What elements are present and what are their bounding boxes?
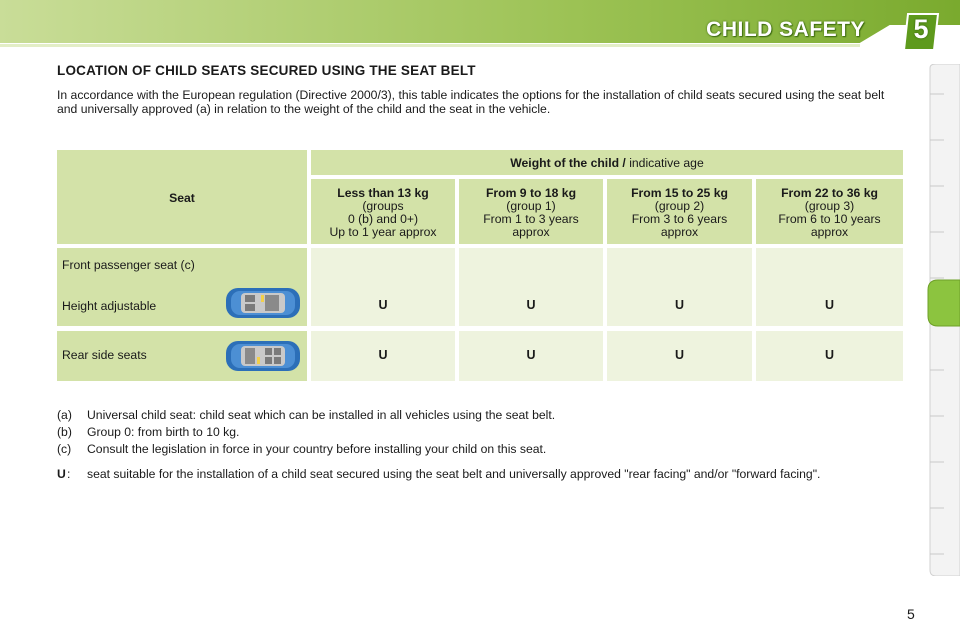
table-cell (756, 248, 903, 326)
column-approx: Up to 1 year approx (329, 225, 437, 239)
column-age: From 1 to 3 years (483, 212, 579, 226)
table-cell (459, 331, 603, 381)
column-title: Less than 13 kg (337, 186, 429, 200)
table-cell (311, 248, 455, 326)
weight-header-bold: Weight of the child / (510, 156, 626, 170)
row-label-line1: Front passenger seat (c) (62, 258, 195, 272)
footnote (57, 442, 917, 458)
column-header (311, 179, 455, 244)
weight-header-rest: indicative age (625, 156, 704, 170)
footnote-key: (a) (57, 408, 72, 422)
car-rear-seat-icon (223, 337, 303, 375)
weight-header-cell (311, 150, 903, 175)
column-group: (groups (362, 199, 404, 213)
suitability-mark: U (378, 348, 388, 362)
suitability-mark: U (526, 348, 536, 362)
suitability-mark: U (824, 348, 835, 362)
legend-key: U (57, 467, 66, 481)
section-title: LOCATION OF CHILD SEATS SECURED USING THE SEAT BELT (57, 63, 476, 78)
footnote-text: Group 0: from birth to 10 kg. (87, 425, 240, 439)
table-cell (607, 331, 752, 381)
column-group: (group 2) (654, 199, 705, 213)
table-cell (311, 331, 455, 381)
table-cell (756, 331, 903, 381)
active-chapter-tab-icon (928, 280, 960, 326)
column-title: From 9 to 18 kg (485, 186, 577, 200)
seat-header-cell (57, 150, 307, 244)
suitability-mark: U (674, 348, 685, 362)
footnote-text: Consult the legislation in force in your country before installing your child on this seat. (87, 442, 547, 456)
footnote-key: (b) (57, 425, 72, 439)
column-age: From 6 to 10 years (778, 212, 881, 226)
column-approx: approx (810, 225, 849, 239)
row-label-line1: Rear side seats (62, 348, 147, 362)
row-label-rear (57, 331, 307, 381)
chapter-title: CHILD SAFETY (706, 18, 865, 41)
footnote-text: Universal child seat: child seat which can be installed in all vehicles using the seat belt. (87, 408, 556, 422)
footnote-key: (c) (57, 442, 72, 456)
legend-colon: : (67, 467, 71, 481)
table-cell (459, 248, 603, 326)
row-label-line2: Height adjustable (62, 299, 157, 313)
column-header (756, 179, 903, 244)
seat-header-label: Seat (169, 191, 195, 205)
row-label-front (57, 248, 307, 326)
column-age: 0 (b) and 0+) (347, 212, 419, 226)
column-approx: approx (660, 225, 699, 239)
footnote (57, 408, 917, 424)
column-group: (group 1) (506, 199, 556, 213)
column-header (459, 179, 603, 244)
suitability-mark: U (674, 298, 685, 312)
suitability-mark: U (526, 298, 536, 312)
column-age: From 3 to 6 years (631, 212, 728, 226)
page-number: 5 (907, 606, 915, 622)
column-group: (group 3) (804, 199, 855, 213)
column-title: From 15 to 25 kg (631, 186, 728, 200)
table-cell (607, 248, 752, 326)
intro-paragraph: In accordance with the European regulation (Directive 2000/3), this table indicates the options for the installation of child seats secured using the seat belt and universally approved (a) in relation to the weight of the child and the seat in the vehicle. (57, 88, 885, 116)
column-header (607, 179, 752, 244)
legend-note (57, 467, 917, 499)
column-title: From 22 to 36 kg (781, 186, 878, 200)
column-approx: approx (512, 225, 550, 239)
chapter-tabs (922, 64, 960, 576)
footnote (57, 425, 917, 441)
suitability-mark: U (824, 298, 835, 312)
legend-text: seat suitable for the installation of a child seat secured using the seat belt and universally approved "rear facing" and/or "forward facing". (87, 467, 821, 481)
suitability-mark: U (378, 298, 388, 312)
chapter-number: 5 (913, 14, 929, 44)
car-front-seat-icon (223, 284, 303, 322)
